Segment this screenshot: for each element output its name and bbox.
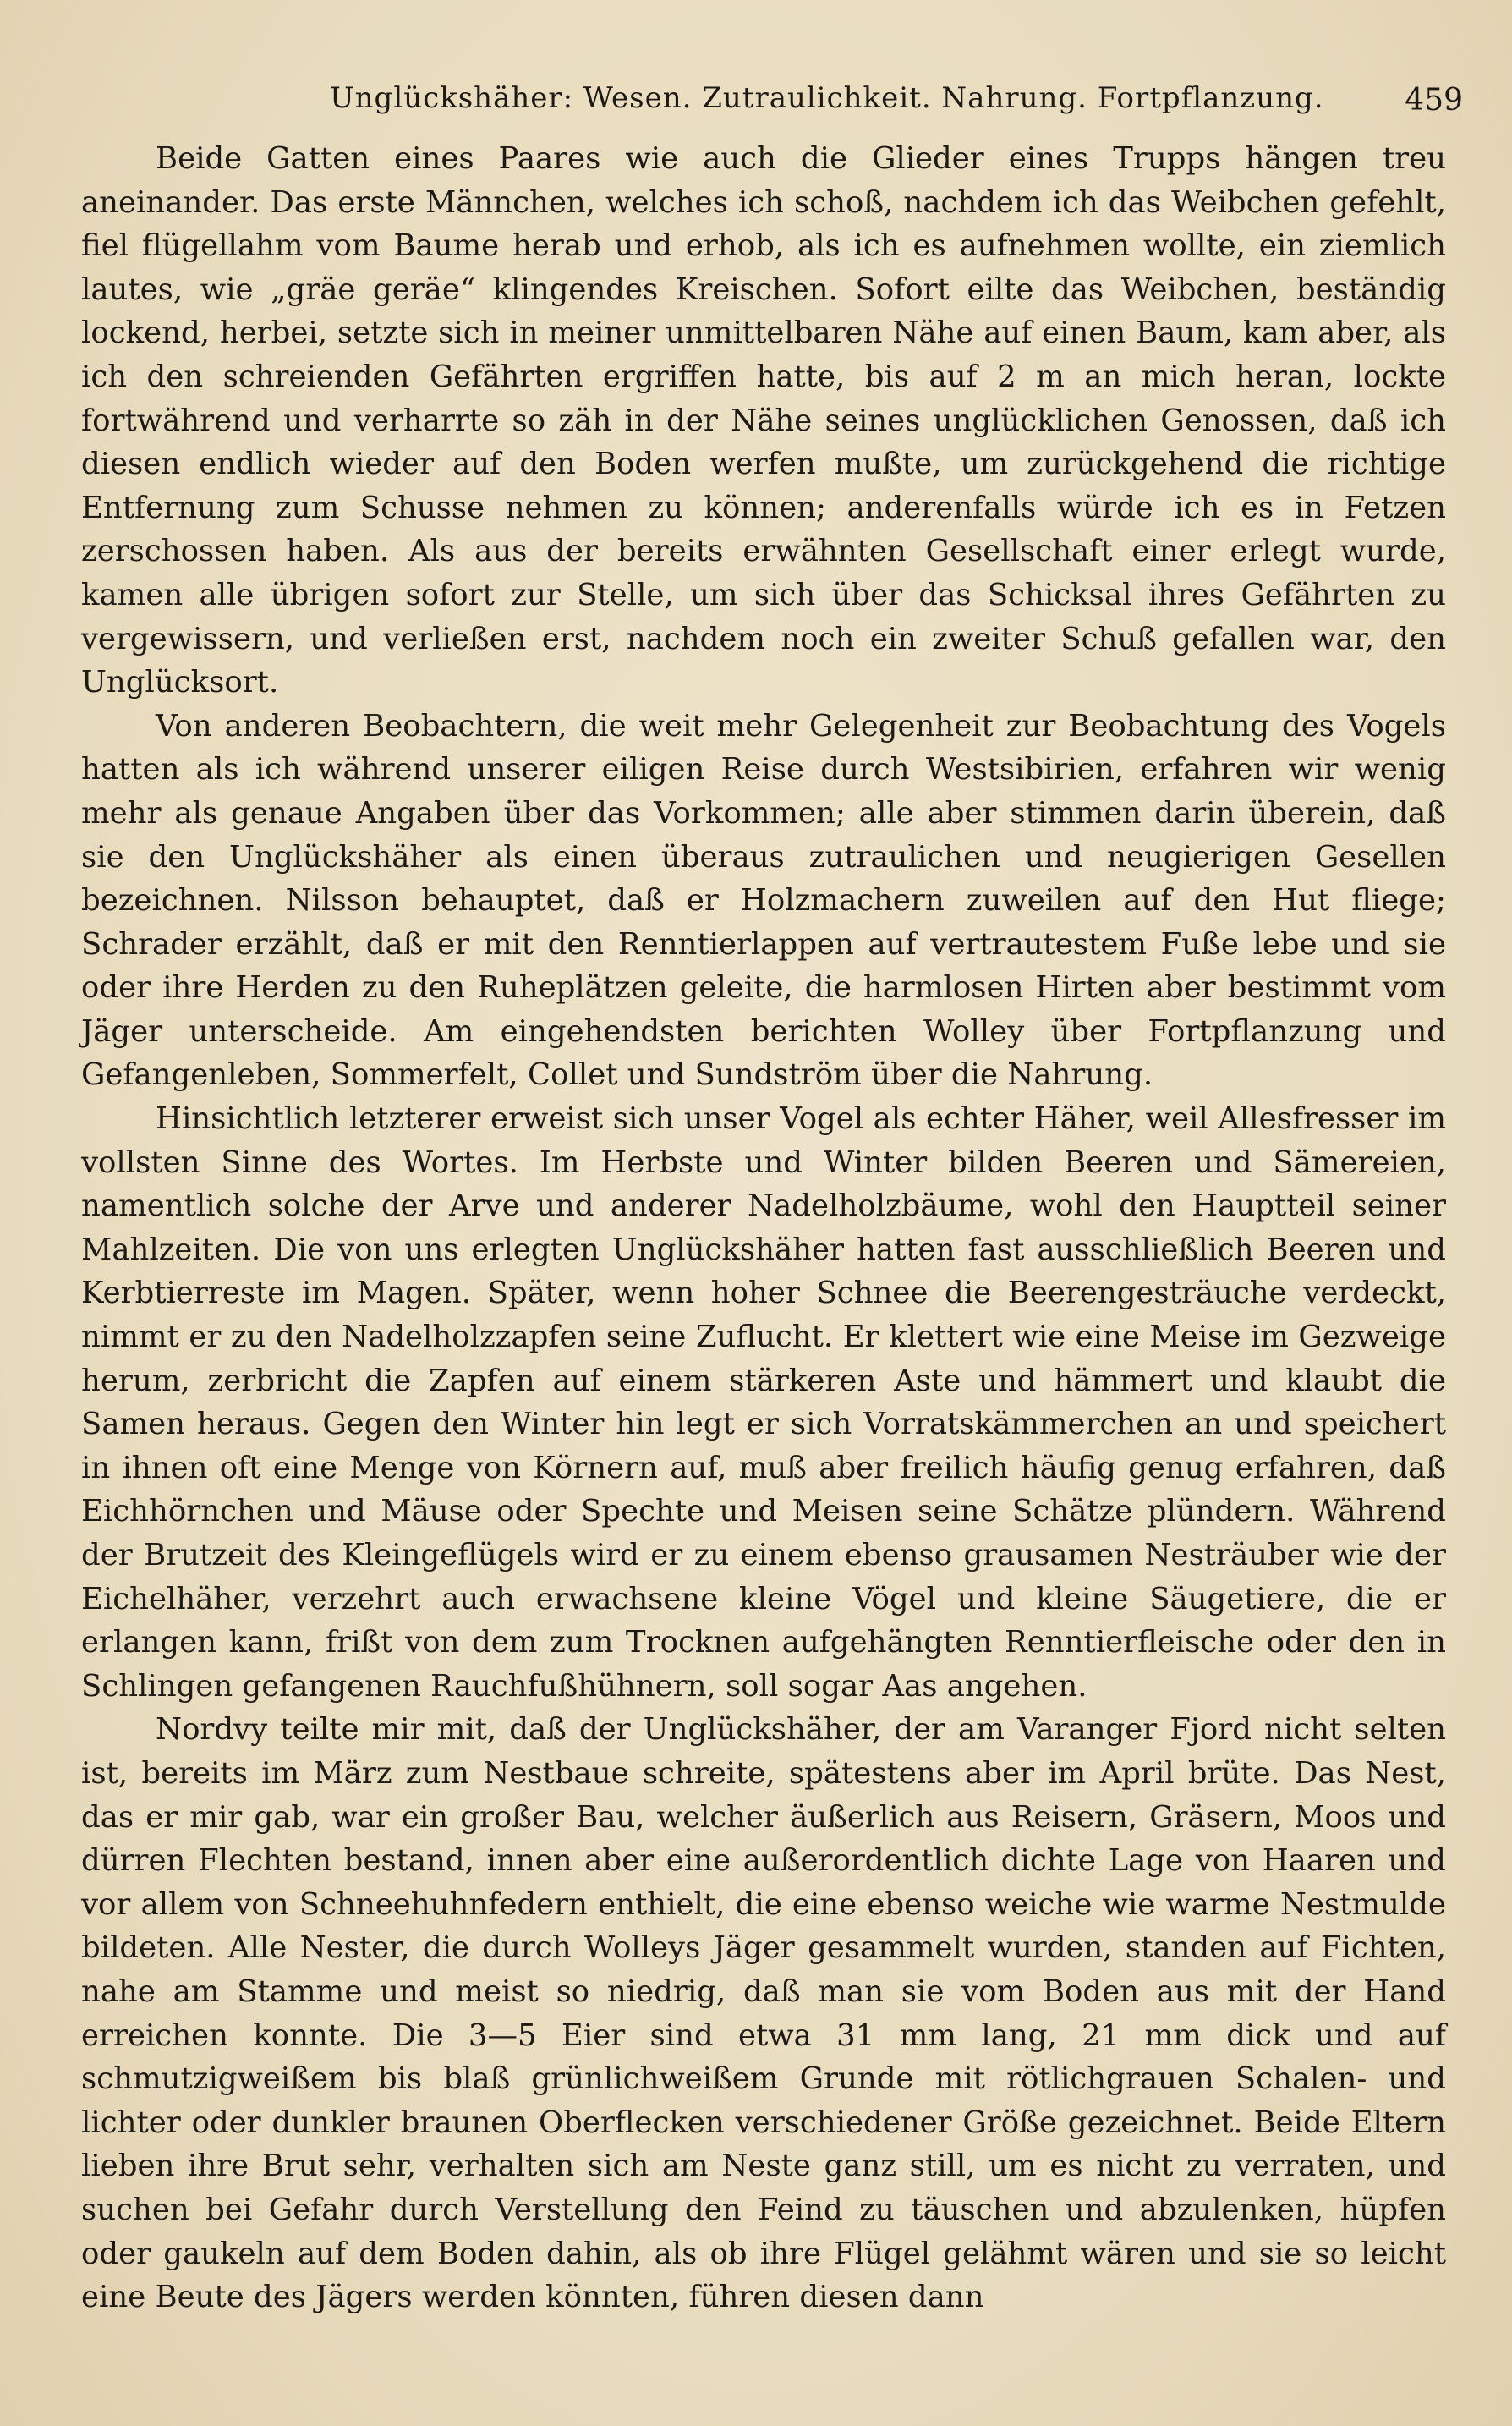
paragraph: Hinsichtlich letzterer erweist sich unser Vogel als echter Häher, weil Allesfresser im vollsten Sinne des Wortes. Im Herbste und Winter bilden Beeren und Sämereien, namentlich solche der Arve und anderer Nadelholzbäume, wohl den Hauptteil seiner Mahlzeiten. Die von uns erlegten Unglückshäher hatten fast ausschließlich Beeren und Kerbtierreste im Magen. Später, wenn hoher Schnee die Beerengesträuche verdeckt, nimmt er zu den Nadelholzzapfen seine Zuflucht. Er klettert wie eine Meise im Gezweige herum, zerbricht die Zapfen auf einem stärkeren Aste und hämmert und klaubt die Samen heraus. Gegen den Winter hin legt er sich Vorratskämmerchen an und speichert in ihnen oft eine Menge von Körnern auf, muß aber freilich häufig genug erfahren, daß Eichhörnchen und Mäuse oder Spechte und Meisen seine Schätze plündern. Während der Brutzeit des Kleingeflügels wird er zu einem ebenso grausamen Nesträuber wie der Eichelhäher, verzehrt auch erwachsene kleine Vögel und kleine Säugetiere, die er erlangen kann, frißt von dem zum Trocknen aufgehängten Renntierfleische oder den in Schlingen gefangenen Rauchfußhühnern, soll sogar Aas angehen.	[81, 1101, 1446, 1704]
body-text	[81, 137, 1446, 2319]
paragraph: Nordvy teilte mir mit, daß der Unglückshäher, der am Varanger Fjord nicht selten ist, bereits im März zum Nestbaue schreite, spätestens aber im April brüte. Das Nest, das er mir gab, war ein großer Bau, welcher äußerlich aus Reisern, Gräsern, Moos und dürren Flechten bestand, innen aber eine außerordentlich dichte Lage von Haaren und vor allem von Schneehuhnfedern enthielt, die eine ebenso weiche wie warme Nestmulde bildeten. Alle Nester, die durch Wolleys Jäger gesammelt wurden, standen auf Fichten, nahe am Stamme und meist so niedrig, daß man sie vom Boden aus mit der Hand erreichen konnte. Die 3—5 Eier sind etwa 31 mm lang, 21 mm dick und auf schmutzigweißem bis blaß grünlichweißem Grunde mit rötlichgrauen Schalen- und lichter oder dunkler braunen Oberflecken verschiedener Größe gezeichnet. Beide Eltern lieben ihre Brut sehr, verhalten sich am Neste ganz still, um es nicht zu verraten, und suchen bei Gefahr durch Verstellung den Feind zu täuschen und abzulenken, hüpfen oder gaukeln auf dem Boden dahin, als ob ihre Flügel gelähmt wären und sie so leicht eine Beute des Jägers werden könnten, führen diesen dann	[81, 1712, 1446, 2315]
paragraph: Von anderen Beobachtern, die weit mehr Gelegenheit zur Beobachtung des Vogels hatten als ich während unserer eiligen Reise durch Westsibirien, erfahren wir wenig mehr als genaue Angaben über das Vorkommen; alle aber stimmen darin überein, daß sie den Unglückshäher als einen überaus zutraulichen und neugierigen Gesellen bezeichnen. Nilsson behauptet, daß er Holzmachern zuweilen auf den Hut fliege; Schrader erzählt, daß er mit den Renntierlappen auf vertrautestem Fuße lebe und sie oder ihre Herden zu den Ruheplätzen geleite, die harmlosen Hirten aber bestimmt vom Jäger unterscheide. Am eingehendsten berichten Wolley über Fortpflanzung und Gefangenleben, Sommerfelt, Collet und Sundström über die Nahrung.	[81, 708, 1446, 1093]
running-head: Unglückshäher: Wesen. Zutraulichkeit. Nahrung. Fortpflanzung.	[330, 81, 1324, 115]
page-header	[169, 74, 1463, 125]
paragraph: Beide Gatten eines Paares wie auch die Glieder eines Trupps hängen treu aneinander. Das erste Männchen, welches ich schoß, nachdem ich das Weibchen gefehlt, fiel flügellahm vom Baume herab und erhob, als ich es aufnehmen wollte, ein ziemlich lautes, wie „gräe geräe“ klingendes Kreischen. Sofort eilte das Weibchen, beständig lockend, herbei, setzte sich in meiner unmittelbaren Nähe auf einen Baum, kam aber, als ich den schreienden Gefährten ergriffen hatte, bis auf 2 m an mich heran, lockte fortwährend und verharrte so zäh in der Nähe seines unglücklichen Genossen, daß ich diesen endlich wieder auf den Boden werfen mußte, um zurückgehend die richtige Entfernung zum Schusse nehmen zu können; anderenfalls würde ich es in Fetzen zerschossen haben. Als aus der bereits erwähnten Gesellschaft einer erlegt wurde, kamen alle übrigen sofort zur Stelle, um sich über das Schicksal ihres Gefährten zu vergewissern, und verließen erst, nachdem noch ein zweiter Schuß gefallen war, den Unglücksort.	[81, 141, 1446, 700]
page-number: 459	[1405, 83, 1463, 118]
